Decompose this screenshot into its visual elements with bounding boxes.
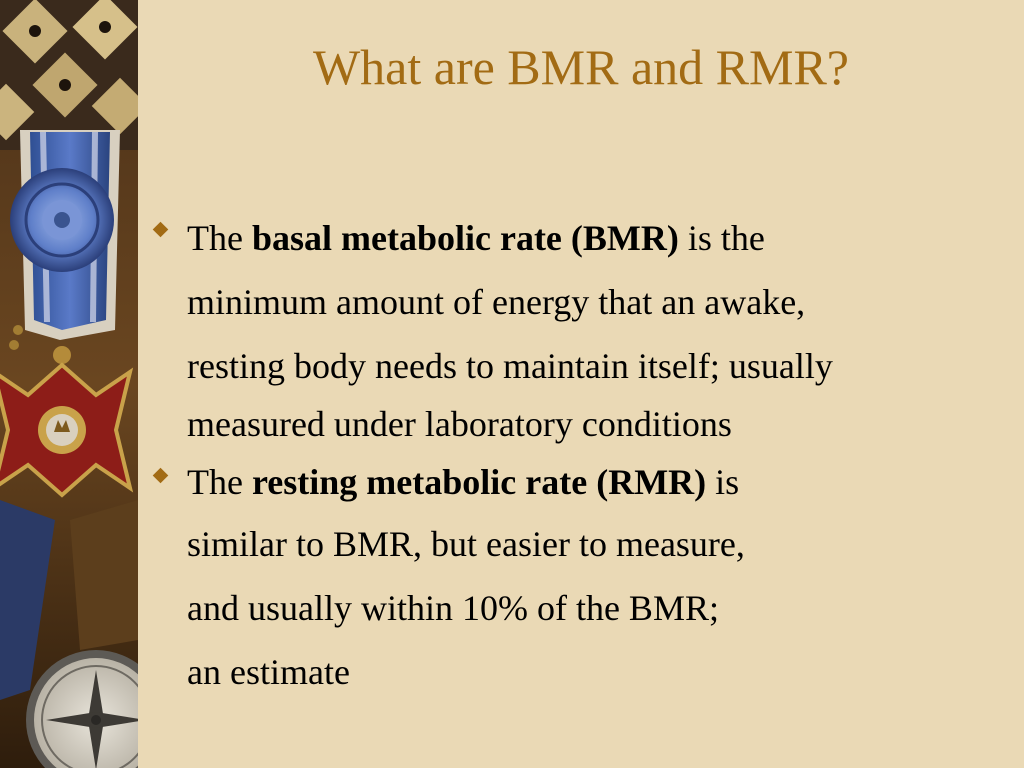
decorative-sidebar xyxy=(0,0,138,768)
bullet-rmr xyxy=(150,452,1010,704)
bullet-term: resting metabolic rate (RMR) xyxy=(251,462,707,502)
bullet-line: an estimate xyxy=(187,652,350,692)
bullet-prefix: The xyxy=(187,218,252,258)
bullet-line: similar to BMR, but easier to measure, xyxy=(187,524,745,564)
bullet-line: resting body needs to maintain itself; usually xyxy=(187,346,833,386)
bullet-bmr xyxy=(150,206,1010,450)
bullet-term: basal metabolic rate (BMR) xyxy=(251,218,679,258)
diamond-bullet-icon xyxy=(153,222,169,238)
bullet-line: measured under laboratory conditions xyxy=(187,404,732,444)
bullet-text: is the xyxy=(678,218,765,258)
bullet-list xyxy=(150,206,1010,704)
bullet-line: and usually within 10% of the BMR; xyxy=(187,588,719,628)
bullet-line: minimum amount of energy that an awake, xyxy=(187,282,806,322)
diamond-bullet-icon xyxy=(153,468,169,484)
bullet-prefix: The xyxy=(187,462,252,502)
slide-title: What are BMR and RMR? xyxy=(312,39,849,95)
bullet-line xyxy=(187,206,1010,270)
plaid-fabric-icon xyxy=(0,0,138,150)
bullet-line xyxy=(187,452,1010,512)
bullet-text: is xyxy=(706,462,740,502)
rosette-icon xyxy=(10,168,114,272)
